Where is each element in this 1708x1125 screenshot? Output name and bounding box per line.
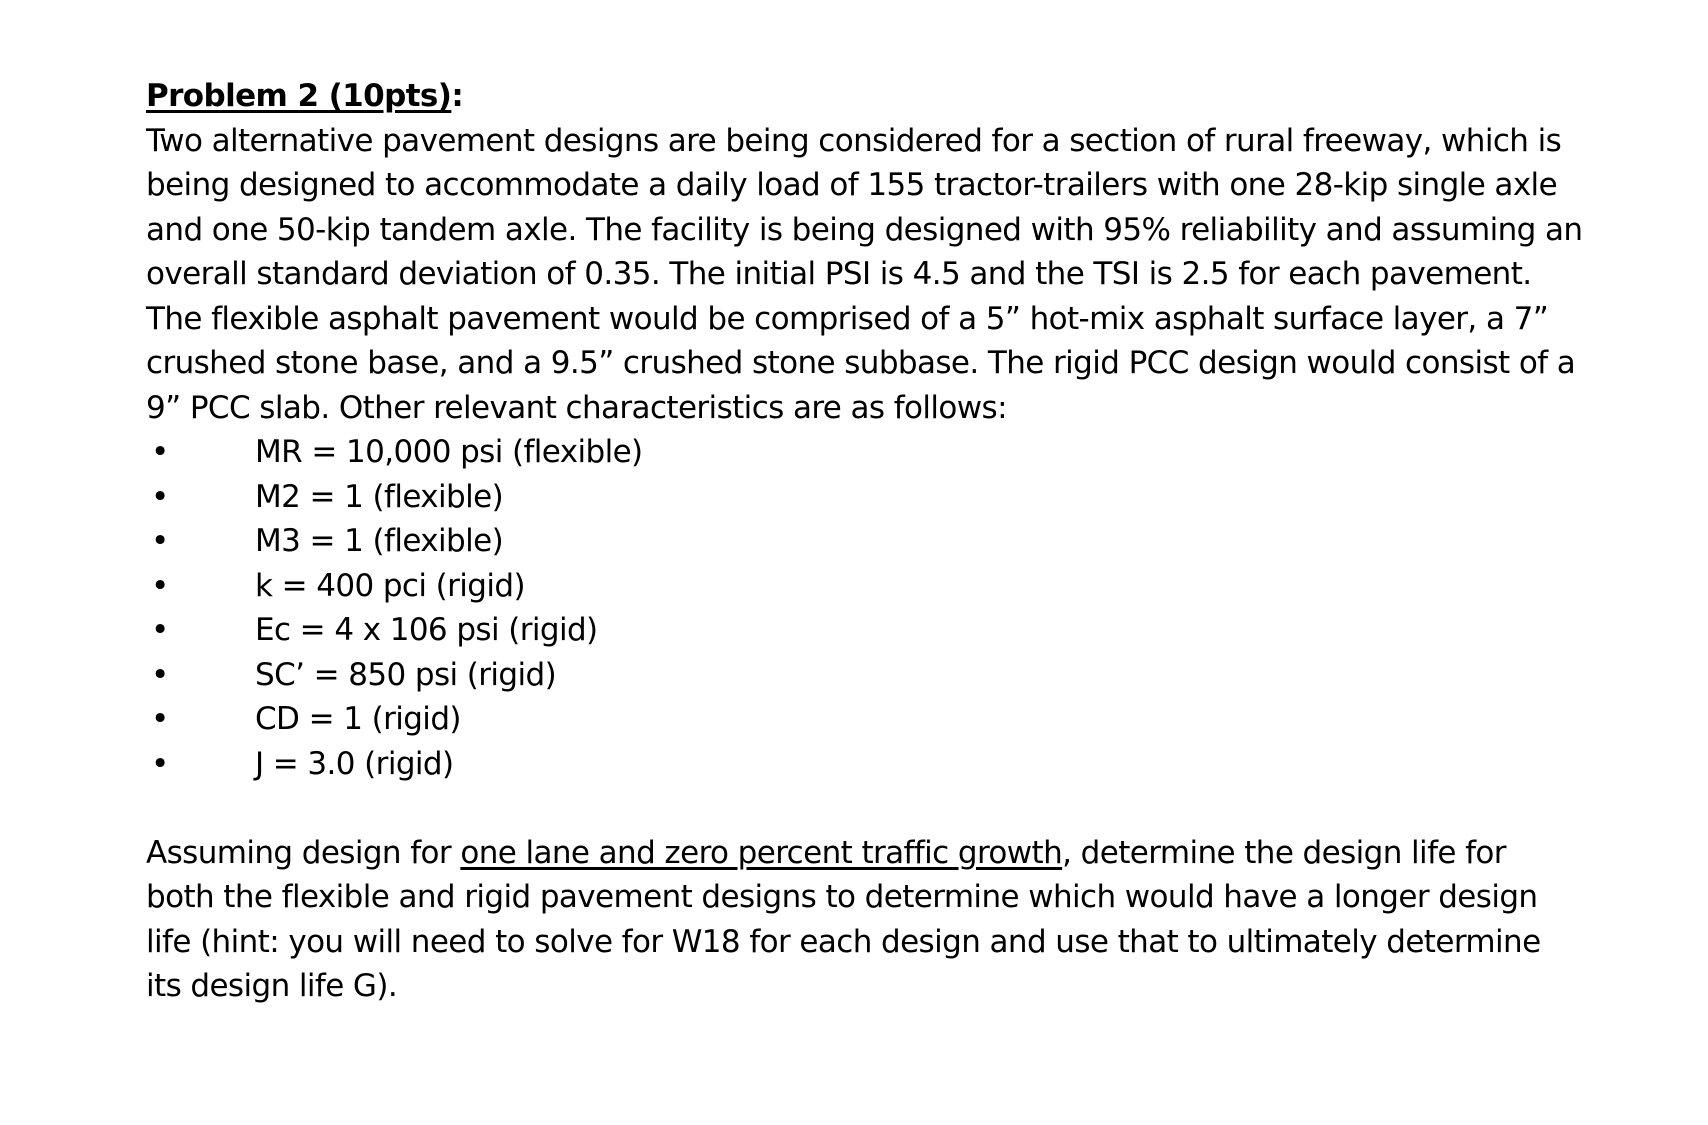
characteristic-m3: M3 = 1 (flexible) xyxy=(255,523,504,559)
problem-title: Problem 2 (10pts) xyxy=(146,78,452,114)
intro-line: and one 50-kip tandem axle. The facility is being designed with 95% reliability and assuming an xyxy=(146,211,1583,248)
bullet-icon: • xyxy=(151,745,169,782)
intro-paragraph xyxy=(146,119,1586,431)
closing-prefix: Assuming design for xyxy=(146,834,461,871)
bullet-icon: • xyxy=(151,434,169,470)
bullet-icon: • xyxy=(151,567,169,604)
bullet-icon: • xyxy=(151,701,169,737)
characteristic-cd: CD = 1 (rigid) xyxy=(255,701,461,737)
list-item xyxy=(146,653,1586,698)
characteristic-ec: Ec = 4 x 106 psi (rigid) xyxy=(255,612,598,648)
intro-line: being designed to accommodate a daily load of 155 tractor-trailers with one 28-kip single axle xyxy=(146,167,1558,203)
closing-line xyxy=(146,831,1586,876)
closing-line: both the flexible and rigid pavement designs to determine which would have a longer design xyxy=(146,879,1538,915)
characteristic-j: J = 3.0 (rigid) xyxy=(255,745,454,782)
list-item xyxy=(146,564,1586,609)
paragraph-spacer xyxy=(146,786,1586,831)
problem-document xyxy=(146,74,1586,1009)
intro-line: The flexible asphalt pavement would be comprised of a 5” hot-mix asphalt surface layer, a 7” xyxy=(146,300,1549,337)
bullet-icon: • xyxy=(151,523,169,559)
characteristic-k: k = 400 pci (rigid) xyxy=(255,567,525,604)
intro-line: 9” PCC slab. Other relevant characteristics are as follows: xyxy=(146,389,1007,426)
bullet-icon: • xyxy=(151,478,169,515)
list-item xyxy=(146,519,1586,564)
list-item xyxy=(146,430,1586,475)
problem-heading xyxy=(146,74,1586,119)
intro-line: overall standard deviation of 0.35. The initial PSI is 4.5 and the TSI is 2.5 for each pavement. xyxy=(146,256,1532,292)
intro-line: crushed stone base, and a 9.5” crushed stone subbase. The rigid PCC design would consist of a xyxy=(146,345,1576,381)
closing-line: its design life G). xyxy=(146,968,398,1004)
list-item xyxy=(146,697,1586,742)
list-item xyxy=(146,475,1586,520)
closing-line: life (hint: you will need to solve for W18 for each design and use that to ultimately determine xyxy=(146,923,1541,960)
list-item xyxy=(146,608,1586,653)
problem-title-colon: : xyxy=(451,78,464,114)
underlined-assumption: one lane and zero percent traffic growth xyxy=(460,834,1063,871)
intro-line: Two alternative pavement designs are being considered for a section of rural freeway, which is xyxy=(146,122,1562,159)
list-item xyxy=(146,742,1586,787)
characteristics-list xyxy=(146,430,1586,786)
characteristic-sc: SC’ = 850 psi (rigid) xyxy=(255,656,557,693)
closing-suffix: , determine the design life for xyxy=(1062,834,1506,871)
bullet-icon: • xyxy=(151,612,169,648)
characteristic-mr: MR = 10,000 psi (flexible) xyxy=(255,434,643,470)
characteristic-m2: M2 = 1 (flexible) xyxy=(255,478,504,515)
bullet-icon: • xyxy=(151,656,169,693)
closing-paragraph xyxy=(146,831,1586,1009)
